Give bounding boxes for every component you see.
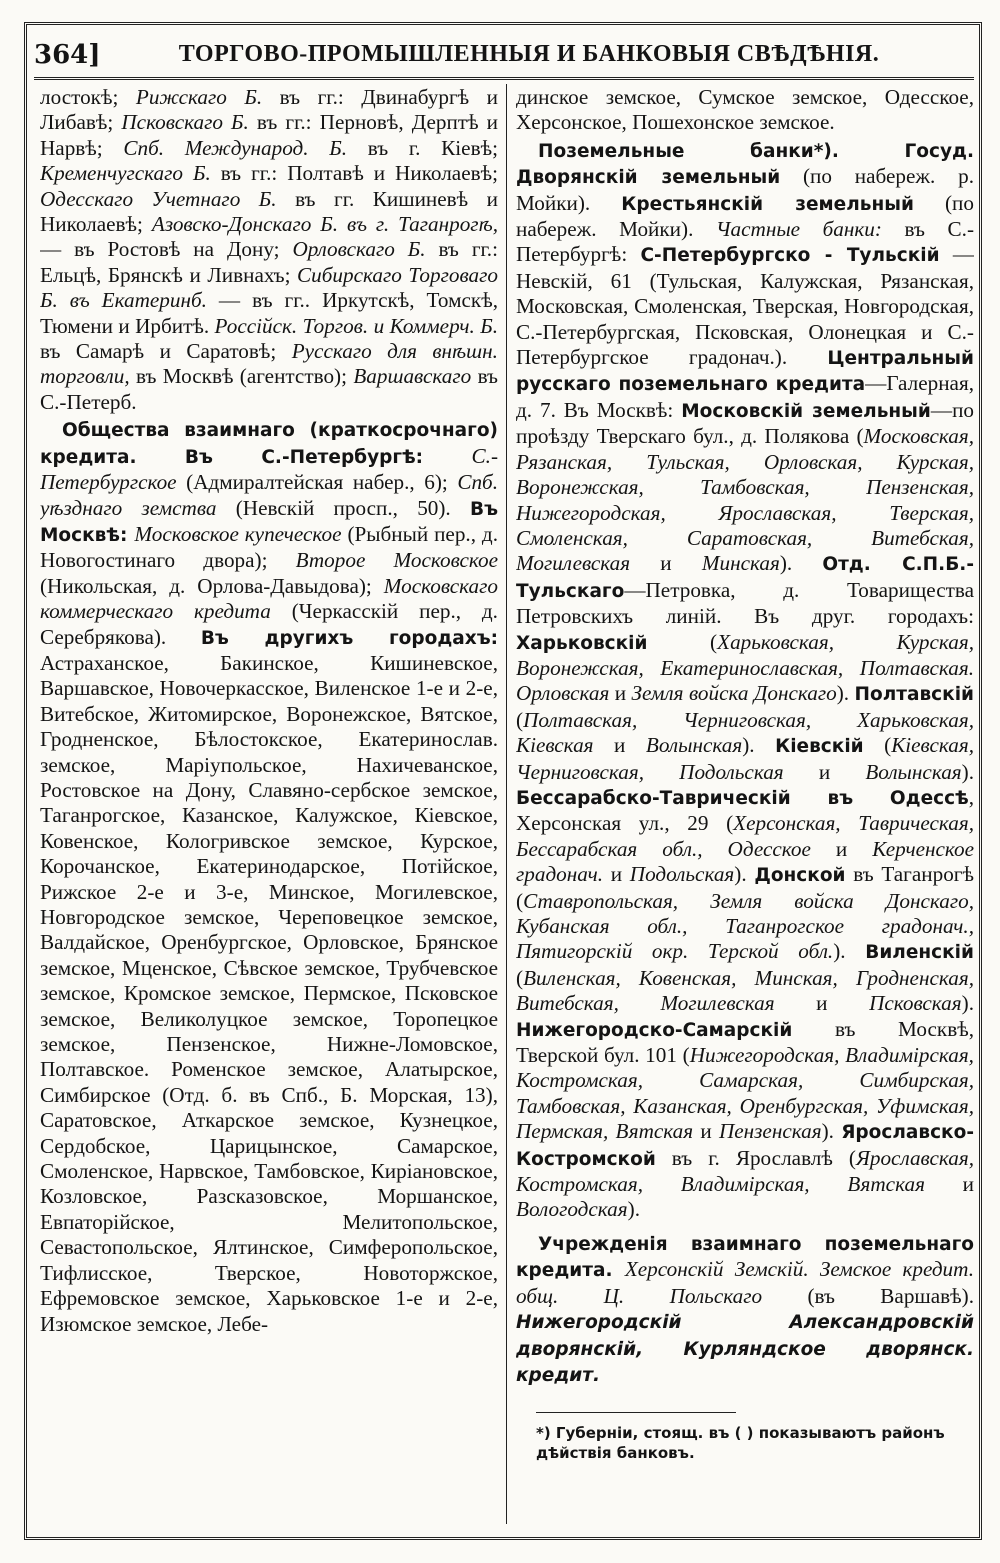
text-run: въ С.-Петерб. [40, 364, 498, 414]
text-run: Виленскій [865, 942, 974, 964]
text-run: ( [516, 707, 524, 732]
text-run: ). [734, 862, 755, 887]
text-run: — въ гг.. Иркутскѣ, Томскѣ, Тюмени и Ирбитѣ. [40, 288, 498, 338]
text-run: динское земское, Сумское земское, Одесское, Херсонское, Пошехонское земское. [516, 85, 974, 135]
text-run: Харьковскій [516, 632, 648, 654]
text-run: ). [742, 733, 776, 758]
text-run: Спб. Международ. Б. [123, 135, 348, 160]
text-run: Вологодская [516, 1197, 628, 1222]
text-run: Отд. С.П.Б.-Тульскаго [516, 554, 974, 602]
text-run: ( [647, 629, 718, 654]
text-run: Орловскаго Б. [292, 237, 426, 262]
text-run: Ярославско-Костромской [516, 1122, 974, 1170]
text-run: ). [961, 991, 974, 1016]
footnote: *) Губерніи, стоящ. въ ( ) показываютъ районъ дѣйствія банковъ. [536, 1424, 945, 1463]
paragraph [516, 85, 974, 136]
right-column [516, 85, 974, 1525]
text-run: и [924, 1172, 974, 1197]
text-run: (въ Варшавѣ). [762, 1283, 974, 1308]
text-run: С.-Петербургское [40, 443, 498, 495]
text-run: Земля войска Донскаго [631, 681, 837, 706]
text-run: и [593, 733, 646, 758]
text-run: въ Таганрогѣ ( [516, 862, 974, 913]
text-run: Варшавскаго [353, 364, 472, 389]
text-run: Русскаго для внѣшн. торговли, [40, 339, 498, 389]
text-run: Поземельные банки*). Госуд. Дворянскій земельный [516, 140, 974, 189]
text-run: (Никольская, д. Орлова-Давыдова); [40, 573, 384, 598]
text-run: ( [516, 965, 524, 990]
text-run: Харьковская, Курская, Воронежская, Екатеринославская, Полтавская. Орловская [516, 629, 974, 706]
left-column [40, 85, 498, 1525]
text-run: ). [627, 1197, 640, 1222]
text-run: въ Москвѣ, Тверской бул. 101 ( [516, 1016, 974, 1068]
text-run: Псковскаго Б. [121, 110, 249, 135]
text-run: Кременчугскаго Б. [40, 161, 211, 186]
text-run: — въ Ростовѣ на Дону; [40, 237, 293, 262]
text-run: въ гг.: Полтавѣ и Николаевѣ; [210, 161, 498, 186]
text-run: Керченское градонач. [516, 836, 974, 887]
text-run: и [810, 836, 873, 861]
text-run: Нижегородско-Самарскій [516, 1019, 793, 1041]
text-run: Астраханское, Бакинское, Кишиневское, Варшавское, Новочеркасское, Виленское 1-е и 2-е, Витебское, Житомирское, Воронежское, Вятское, Гродненское, Бѣлостокское, Екатеринослав. земское, Маріупольское, Нахичеванское, Ростовское на Дону, Славяно-сербское земское, Таганрогское, Казанское, Калужское, Кіевское, Ковенское, Кологривское земское, Курское, Корочанское, Екатеринодарское, Потійское, Рижское 2-е и 3-е, Минское, Могилевское, Новгородское земское, Череповецкое земское, Валдайское, Оренбургское, Орловское, Брянское земское, Мценское, Сѣвское земское, Трубчевское земское, Кромское земское, Пермское, Псковское земское, Великолуцкое земское, Торопецкое земское, Пензенское, Нижне-Ломовское, Полтавское. Роменское земское, Алатырское, Симбирское (Отд. б. въ Спб., Б. Морская, 13), Саратовское, Аткарское земское, Кузнецкое, Сердобское, Царицынское, Самарское, Смоленское, Нарвское, Тамбовское, Киріановское, Козловское, Разсказовское, Моршанское, Евпаторійское, Мелитопольское, Севастопольское, Ялтинское, Симферопольское, Тифлисское, Тверское, Новоторжское, Ефремовское земское, Харьковское 1-е и 2-е, Изюмское земское, Лебе- [40, 650, 498, 1336]
text-run: Московскій земельный [681, 400, 931, 422]
paragraph [516, 138, 974, 1223]
column-divider [506, 84, 507, 1524]
running-title: ТОРГОВО-ПРОМЫШЛЕННЫЯ И БАНКОВЫЯ СВѢДѢНІЯ. [178, 41, 880, 67]
text-run: Азовско-Донскаго Б. въ г. Таганрогѣ, [151, 212, 498, 237]
text-run: Виленская, Ковенская, Минская, Гродненская, Витебская, Могилевская [516, 965, 974, 1016]
text-run: въ гг.: Ельцѣ, Брянскѣ и Ливнахъ; [40, 237, 498, 287]
text-run: Въ другихъ городахъ: [200, 627, 498, 649]
text-run: Кіевская, Черниговская, Подольская [516, 733, 974, 784]
text-run: ). [779, 551, 823, 576]
text-run: , Херсонская ул., 29 ( [516, 784, 974, 836]
text-run: Кіевскій [775, 736, 864, 758]
text-run: въ г. Кіевѣ; [347, 135, 498, 160]
text-run: ). [961, 759, 974, 784]
text-run: Донской [754, 865, 846, 887]
text-run: (по набереж. р. Мойки). [516, 164, 974, 215]
text-run: (Черкасскій пер., д. Серебрякова). [40, 599, 498, 649]
text-run: и [630, 551, 702, 576]
text-run: Псковская [869, 991, 962, 1016]
paragraph [516, 1231, 974, 1388]
text-run: въ Самарѣ и Саратовѣ; [40, 339, 292, 364]
text-run: Волынская [645, 733, 743, 758]
paragraph [40, 85, 498, 415]
text-run: (по набереж. Мойки). [516, 190, 974, 242]
text-run: Волынская [865, 759, 962, 784]
text-run: Херсонскій Земскій. Земское кредит. общ. Ц. Польскаго [516, 1257, 974, 1308]
text-run: Центральный русскаго поземельнаго кредита [516, 348, 974, 396]
text-run: Пензенская [718, 1119, 822, 1144]
text-run: Нижегородская, Владимірская, Костромская, Самарская, Симбирская, Тамбовская, Казанская, Оренбургская, Уфимская, Пермская, Вятская [516, 1043, 974, 1144]
page-header [34, 32, 974, 80]
text-run: и [609, 681, 632, 706]
text-run: Ставропольская, Земля войска Донскаго, Кубанская обл., Таганрогское градонач., Пятигорскій окр. Терской обл. [516, 888, 974, 964]
text-run: Сибирскаго Торговаго Б. въ Екатеринб. [40, 262, 498, 313]
text-run: —по проѣзду Тверскаго бул., д. Полякова ( [516, 397, 974, 449]
text-run: въ гг.: Перновѣ, Дерптѣ и Нарвѣ; [40, 110, 498, 160]
text-run: Одесскаго Учетнаго Б. [40, 186, 277, 211]
text-run: въ г. Ярославлѣ ( [655, 1145, 856, 1170]
text-run: Учрежденія взаимнаго поземельнаго кредита. [516, 1233, 974, 1282]
text-run: въ гг.: Двинабургѣ и Либавѣ; [40, 85, 498, 135]
text-run: —Петровка, д. Товарищества Петровскихъ линій. Въ друг. городахъ: [516, 577, 974, 629]
text-run: Ярославская, Костромская, Владимірская, Вятская [516, 1145, 974, 1197]
text-run: (Невскій просп., 50). [216, 495, 470, 520]
text-run: Частные банки: [715, 217, 882, 242]
text-run: Московское купеческое [134, 521, 342, 546]
text-run: Херсонская, Таврическая, Бессарабская обл., Одесское [516, 811, 974, 861]
text-run: лостокѣ; [40, 85, 136, 109]
text-run: Бессарабско-Таврическій въ Одессѣ [516, 787, 969, 809]
footnote-rule [536, 1412, 736, 1413]
paragraph [40, 417, 498, 1337]
text-run: Московская, Рязанская, Тульская, Орловская, Курская, Воронежская, Тамбовская, Пензенская, Нижегородская, Ярославская, Тверская, Смоленская, Саратовская, Витебская, Могилевская [516, 424, 974, 576]
text-run: —Галерная, д. 7. Въ Москвѣ: [516, 371, 974, 422]
text-run: Въ Москвѣ: [40, 498, 498, 546]
text-run: ). [836, 681, 855, 706]
text-run: Минская [701, 551, 780, 576]
text-run: ( [863, 733, 892, 758]
text-run: Московскаго коммерческаго кредита [40, 573, 498, 624]
text-run: Рижскаго Б. [135, 85, 263, 109]
text-run: С-Петербургско - Тульскій [640, 245, 940, 267]
text-run: въ Москвѣ (агентство); [129, 364, 354, 389]
text-run: — Невскій, 61 (Тульская, Калужская, Рязанская, Московская, Смоленская, Тверская, Новгородская, С.-Петербургская, Псковская, Олонецкая и С.-Петербургское градонач.). [516, 242, 974, 370]
text-run: Россійск. Торгов. и Коммерч. Б. [214, 313, 498, 338]
text-run: и [603, 862, 630, 887]
text-run: Второе Московское [295, 548, 498, 573]
text-run: Нижегородскій Александровскій дворянскій, Курляндское дворянск. кредит. [516, 1312, 974, 1386]
text-run: ). [833, 939, 866, 964]
text-run: Общества взаимнаго (краткосрочнаго) кредита. Въ С.-Петербургѣ: [40, 420, 498, 468]
text-run: и [783, 759, 866, 784]
text-run: Спб. уѣзднаго земства [40, 470, 498, 520]
text-run: и [774, 991, 870, 1016]
page-number: 364] [34, 39, 101, 70]
text-run: Подольская [629, 862, 735, 887]
text-run: Полтавскій [854, 684, 974, 706]
text-run: ). [821, 1119, 842, 1144]
text-run: и [693, 1119, 719, 1144]
text-run: (Рыбный пер., д. Новогостинаго двора); [40, 521, 498, 573]
text-run: въ С.-Петербургѣ: [516, 217, 974, 267]
text-run: (Адмиралтейская набер., 6); [176, 470, 458, 495]
text-run: Крестьянскій земельный [621, 193, 914, 215]
text-run: Полтавская, Черниговская, Харьковская, Кіевская [516, 707, 974, 758]
text-run: въ гг. Кишиневѣ и Николаевѣ; [40, 186, 498, 237]
